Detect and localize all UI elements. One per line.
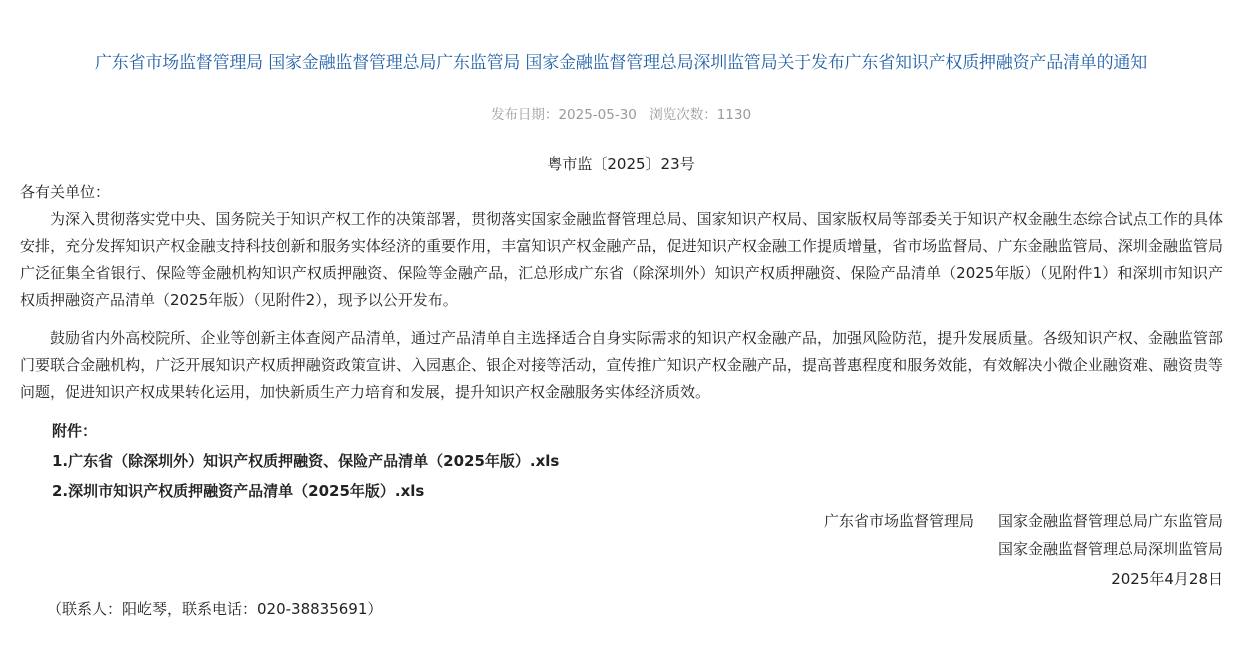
publish-date-label: 发布日期：	[490, 107, 559, 123]
views-label: 浏览次数：	[649, 107, 717, 123]
signatory-market-bureau: 广东省市场监督管理局	[823, 512, 974, 530]
views-count: 1130	[716, 107, 752, 123]
attachments-label: 附件：	[52, 422, 98, 440]
signature-date: 2025年4月28日	[1111, 570, 1223, 588]
body-paragraph-2: 鼓励省内外高校院所、企业等创新主体查阅产品清单，通过产品清单自主选择适合自身实际需求的知识产权金融产品，加强风险防范，提升发展质量。各级知识产权、金融监管部门要联合金融机构，广泛开展知识产权质押融资政策宣讲、入园惠企、银企对接等活动，宣传推广知识产权金融产品，提高普惠程度和服务效能，有效解决小微企业融资难、融资贵等问题，促进知识产权成果转化运用，加快新质生产力培育和发展，提升知识产权金融服务实体经济质效。	[20, 329, 1223, 401]
body-paragraph-1: 为深入贯彻落实党中央、国务院关于知识产权工作的决策部署，贯彻落实国家金融监督管理总局、国家知识产权局、国家版权局等部委关于知识产权金融生态综合试点工作的具体安排，充分发挥知识产权金融支持科技创新和服务实体经济的重要作用，丰富知识产权金融产品，促进知识产权金融工作提质增量，省市场监督局、广东金融监管局、深圳金融监管局广泛征集全省银行、保险等金融机构知识产权质押融资、保险等金融产品，汇总形成广东省（除深圳外）知识产权质押融资、保险产品清单（2025年版）（见附件1）和深圳市知识产权质押融资产品清单（2025年版）（见附件2），现予以公开发布。	[20, 210, 1223, 309]
attachment-link-2[interactable]: 2.深圳市知识产权质押融资产品清单（2025年版）.xls	[52, 482, 425, 500]
publish-date: 2025-05-30	[558, 107, 637, 123]
page-title: 广东省市场监督管理局 国家金融监督管理总局广东监管局 国家金融监督管理总局深圳监管局关于发布广东省知识产权质押融资产品清单的通知	[94, 53, 1147, 73]
attachment-link-1[interactable]: 1.广东省（除深圳外）知识产权质押融资、保险产品清单（2025年版）.xls	[52, 452, 560, 470]
signatory-guangdong-regulator: 国家金融监督管理总局广东监管局	[997, 512, 1223, 530]
signatory-line-1	[824, 508, 1223, 535]
publish-meta	[0, 103, 1242, 123]
contact-info: （联系人：阳屹琴，联系电话：020-38835691）	[47, 600, 383, 618]
document-number: 粤市监〔2025〕23号	[547, 155, 695, 173]
signatory-shenzhen-regulator: 国家金融监督管理总局深圳监管局	[997, 540, 1223, 558]
salutation: 各有关单位：	[20, 183, 111, 201]
